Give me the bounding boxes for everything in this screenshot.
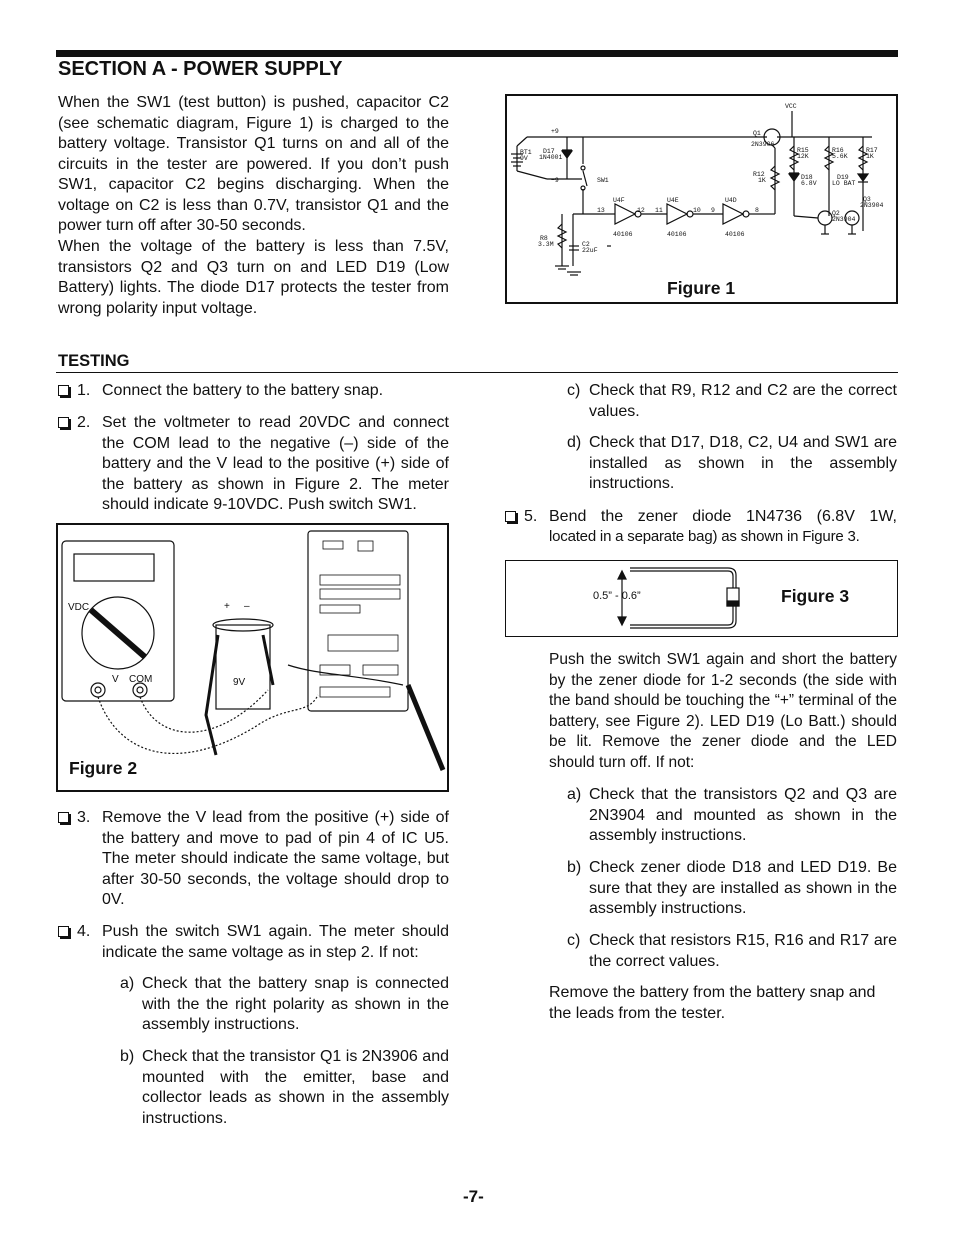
sub-label: a) xyxy=(567,786,582,803)
step-number: 4. xyxy=(77,923,91,940)
step-text-line-2: located in a separate bag) as shown in Figure 3. xyxy=(549,528,860,545)
label-minus: – xyxy=(244,601,250,612)
sch-r16: R16 xyxy=(832,147,844,154)
sch-d18-v: 6.8V xyxy=(801,180,817,187)
step-4a xyxy=(120,974,449,1038)
push-switch-paragraph: Push the switch SW1 again and short the battery by the zener diode for 1-2 seconds (the side with the band should be touching the “+” terminal of the battery, see Figure 2). LED D19 (Lo Batt.) should be lit. Remove the zener diode and the LED should turn off. If not: xyxy=(549,651,897,771)
sch-r12-v: 1K xyxy=(758,177,766,184)
sch-d19-v: LO BAT xyxy=(832,180,856,187)
step-1 xyxy=(58,381,449,403)
sch-c2: C2 xyxy=(582,241,590,248)
sch-d19: D19 xyxy=(837,174,849,181)
sub-text: Check zener diode D18 and LED D19. Be sure that they are installed as shown in the assembly instructions. xyxy=(589,859,897,917)
sch-pin10: 10 xyxy=(693,207,701,214)
step-number: 5. xyxy=(524,508,538,525)
step-4b xyxy=(120,1047,449,1131)
step-text: Push the switch SW1 again. The meter should indicate the same voltage as in step 2. If not: xyxy=(102,923,449,961)
sch-plus9: +9 xyxy=(551,128,559,135)
sch-r8: R8 xyxy=(540,235,548,242)
testing-heading: TESTING xyxy=(58,352,130,370)
sub-text: Check that the transistor Q1 is 2N3906 and mounted with the emitter, base and collector leads as shown in the assembly instructions. xyxy=(142,1048,449,1127)
meter-display xyxy=(74,554,154,581)
figure-3-zener-bend xyxy=(505,560,898,637)
pcb-board xyxy=(308,531,408,711)
sub-text: Check that R9, R12 and C2 are the correct values. xyxy=(589,382,897,420)
step-4d xyxy=(567,433,897,497)
section-top-rule xyxy=(56,50,898,57)
step-4 xyxy=(58,922,449,966)
sch-q3-part: 2N3904 xyxy=(860,202,884,209)
sch-u4d: U4D xyxy=(725,197,737,204)
label-com: COM xyxy=(129,674,153,685)
step-4c xyxy=(567,381,897,425)
sch-r12: R12 xyxy=(753,171,765,178)
page-number: -7- xyxy=(463,1187,484,1206)
sch-pin11: 11 xyxy=(655,207,663,214)
sub-label: b) xyxy=(120,1048,135,1065)
sch-u4e-part: 40106 xyxy=(667,231,687,238)
sch-r15-v: 12K xyxy=(797,153,809,160)
label-v: V xyxy=(112,674,119,685)
meter-illustration xyxy=(58,525,447,790)
sch-r8-v: 3.3M xyxy=(538,241,554,248)
sch-c2-v: 22uF xyxy=(582,247,598,254)
schematic-diagram xyxy=(507,96,896,302)
checkbox-icon[interactable] xyxy=(58,926,69,937)
figure-3-label: Figure 3 xyxy=(781,586,850,606)
sch-pin13: 13 xyxy=(597,207,605,214)
step-text: Remove the V lead from the positive (+) side of the battery and move to pad of pin 4 of IC U5. The meter should indicate the same voltage, but after 30-50 seconds, the voltage should drop to 0V. xyxy=(102,809,449,908)
check-b xyxy=(567,858,897,922)
sch-q2: Q2 xyxy=(832,210,840,217)
sch-r15: R15 xyxy=(797,147,809,154)
step-number: 1. xyxy=(77,382,91,399)
sch-pin12: 12 xyxy=(637,207,645,214)
step-text: Connect the battery to the battery snap. xyxy=(102,382,384,399)
figure-1-label: Figure 1 xyxy=(667,278,736,298)
step-3 xyxy=(58,808,449,912)
sub-text: Check that resistors R15, R16 and R17 are the correct values. xyxy=(589,932,897,970)
sch-d18: D18 xyxy=(801,174,813,181)
sch-u4e: U4E xyxy=(667,197,679,204)
sch-q1-part: 2N3906 xyxy=(751,141,775,148)
figure-1-schematic xyxy=(505,94,898,304)
step-text: Set the voltmeter to read 20VDC and connect the COM lead to the negative (–) side of the battery and the V lead to the positive (+) side of the battery as shown in Figure 2. The meter should indicate 9-10VDC. Push switch SW1. xyxy=(102,414,449,513)
step-number: 2. xyxy=(77,414,91,431)
figure-2-label: Figure 2 xyxy=(69,758,138,778)
step-number: 3. xyxy=(77,809,91,826)
check-c xyxy=(567,931,897,975)
sch-pin9: 9 xyxy=(711,207,715,214)
check-a xyxy=(567,785,897,849)
label-battery: 9V xyxy=(233,677,246,688)
sch-u4d-part: 40106 xyxy=(725,231,745,238)
label-plus: + xyxy=(224,601,230,612)
sch-d17-part: 1N4001 xyxy=(539,154,563,161)
testing-rule xyxy=(56,372,898,373)
step-2 xyxy=(58,413,449,517)
sch-vcc: VCC xyxy=(785,103,797,110)
checkbox-icon[interactable] xyxy=(58,385,69,396)
battery-9v xyxy=(216,625,270,709)
dimension-label: 0.5” - 0.6” xyxy=(593,590,641,602)
sch-r17-v: 1K xyxy=(866,153,874,160)
sch-q1: Q1 xyxy=(753,130,761,137)
sch-d17: D17 xyxy=(543,148,555,155)
step-text: Bend the zener diode 1N4736 (6.8V 1W, xyxy=(549,508,897,525)
sub-text: Check that the battery snap is connected with the the right polarity as shown in the assembly instructions. xyxy=(142,975,449,1033)
sch-bt1-v: 9V xyxy=(520,155,528,162)
checkbox-icon[interactable] xyxy=(58,417,69,428)
sch-r17: R17 xyxy=(866,147,878,154)
figure-2-meter-setup xyxy=(56,523,449,792)
closing-paragraph: Remove the battery from the battery snap and the leads from the tester. xyxy=(549,984,876,1022)
sub-label: d) xyxy=(567,434,582,451)
sub-text: Check that D17, D18, C2, U4 and SW1 are installed as shown in the assembly instructions. xyxy=(589,434,897,492)
sch-sw1: SW1 xyxy=(597,177,609,184)
sch-q3: Q3 xyxy=(863,196,871,203)
sch-minus9: −9 xyxy=(551,177,559,184)
checkbox-icon[interactable] xyxy=(505,511,516,522)
sch-pin8: 8 xyxy=(755,207,759,214)
checkbox-icon[interactable] xyxy=(58,812,69,823)
sch-r16-v: 5.6K xyxy=(832,153,848,160)
sub-label: c) xyxy=(567,382,581,399)
intro-paragraph-2: When the voltage of the battery is less than 7.5V, transistors Q2 and Q3 turn on and LED D19 (Low Battery) lights. The diode D17 protects the tester from wrong polarity input voltage. xyxy=(58,238,449,317)
intro-paragraph-1: When the SW1 (test button) is pushed, capacitor C2 (see schematic diagram, Figure 1) is charged to the battery voltage. Transistor Q1 turns on and all of the circuits in the tester are powered. If you don’t push SW1, capacitor C2 begins discharging. When the voltage on C2 is less than 0.7V, transistor Q1 and the power turn off after 30-50 seconds. xyxy=(58,94,449,234)
section-title: SECTION A - POWER SUPPLY xyxy=(58,58,343,80)
sub-text: Check that the transistors Q2 and Q3 are 2N3904 and mounted as shown in the assembly instructions. xyxy=(589,786,897,844)
sch-u4f: U4F xyxy=(613,197,625,204)
sch-q2-part: 2N3904 xyxy=(832,216,856,223)
sub-label: c) xyxy=(567,932,581,949)
step-5 xyxy=(505,507,897,551)
sch-u4f-part: 40106 xyxy=(613,231,633,238)
sch-bt1: BT1 xyxy=(520,149,532,156)
sub-label: a) xyxy=(120,975,135,992)
label-vdc: VDC xyxy=(68,602,90,613)
sub-label: b) xyxy=(567,859,582,876)
